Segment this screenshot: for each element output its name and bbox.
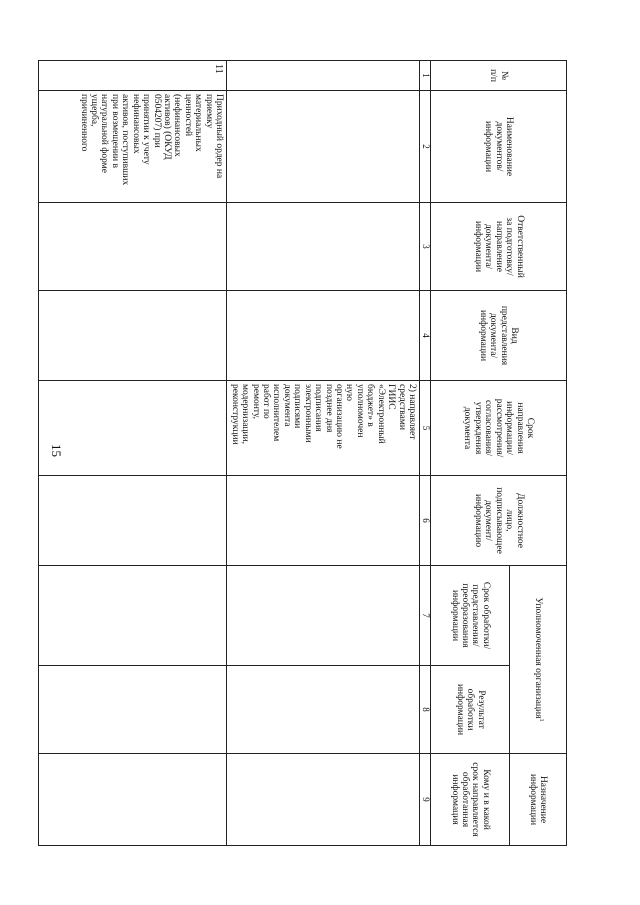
header-processing-term: Срок обработки/ представления/ преобразования информации bbox=[431, 566, 510, 666]
row-number: 11 bbox=[39, 61, 227, 91]
table-cell bbox=[39, 476, 227, 566]
column-number: 8 bbox=[420, 666, 431, 754]
header-representation: Вид представления документа/ информации bbox=[431, 291, 567, 381]
column-number-row bbox=[420, 61, 431, 846]
table-cell bbox=[227, 476, 420, 566]
column-number: 2 bbox=[420, 91, 431, 203]
table-cell-doc-name: Приходный ордер на приемку материальных ценностей (нефинансовых активов) (ОКУД 0504207) при принятии к учету нефинансовых активов, поступивших при возмещении в натуральной форме ущерба, причиненного bbox=[39, 91, 227, 203]
table-cell bbox=[39, 566, 227, 666]
footnote-mark: 1 bbox=[537, 718, 544, 722]
table-row-11 bbox=[39, 61, 227, 846]
header-recipient: Кому и в какой срок направляется обработанная информация bbox=[431, 754, 510, 846]
header-num: № п/п bbox=[431, 61, 567, 91]
column-number: 1 bbox=[420, 61, 431, 91]
column-number: 6 bbox=[420, 476, 431, 566]
header-purpose: Назначение информации bbox=[510, 754, 567, 846]
table-cell bbox=[39, 381, 227, 476]
table-cell bbox=[227, 291, 420, 381]
column-number: 4 bbox=[420, 291, 431, 381]
table-row-continued bbox=[227, 61, 420, 846]
table-cell bbox=[39, 203, 227, 291]
header-row bbox=[510, 61, 567, 846]
header-doc-name: Наименование документов/ информации bbox=[431, 91, 567, 203]
document-table bbox=[38, 60, 567, 846]
table-cell bbox=[227, 91, 420, 203]
column-number: 7 bbox=[420, 566, 431, 666]
table-cell bbox=[227, 666, 420, 754]
table-cell bbox=[227, 754, 420, 846]
table-cell bbox=[227, 61, 420, 91]
header-deadline: Срок направления информации/ рассмотрения/ согласования/ утверждения документа bbox=[431, 381, 567, 476]
table-cell bbox=[39, 291, 227, 381]
header-processing-result: Результат обработки информации bbox=[431, 666, 510, 754]
header-responsible: Ответственный за подготовку/ направление документа/ информации bbox=[431, 203, 567, 291]
table-cell bbox=[39, 666, 227, 754]
header-authorized-org: Уполномоченная организация$^1$ bbox=[510, 566, 567, 754]
table-cell bbox=[227, 203, 420, 291]
table-cell-deadline: 2) направляет средствами ГИИС «Электронный бюджет» в уполномочен ную организацию не позднее дня подписания электронными подписями документа исполнителем работ по ремонту, модернизации, реконструкции bbox=[227, 381, 420, 476]
column-number: 5 bbox=[420, 381, 431, 476]
page-number: 15 bbox=[49, 444, 64, 457]
column-number: 9 bbox=[420, 754, 431, 846]
column-number: 3 bbox=[420, 203, 431, 291]
table-cell bbox=[227, 566, 420, 666]
table-cell bbox=[39, 754, 227, 846]
header-signer: Должностное лицо, подписывающее документ/ информацию bbox=[431, 476, 567, 566]
